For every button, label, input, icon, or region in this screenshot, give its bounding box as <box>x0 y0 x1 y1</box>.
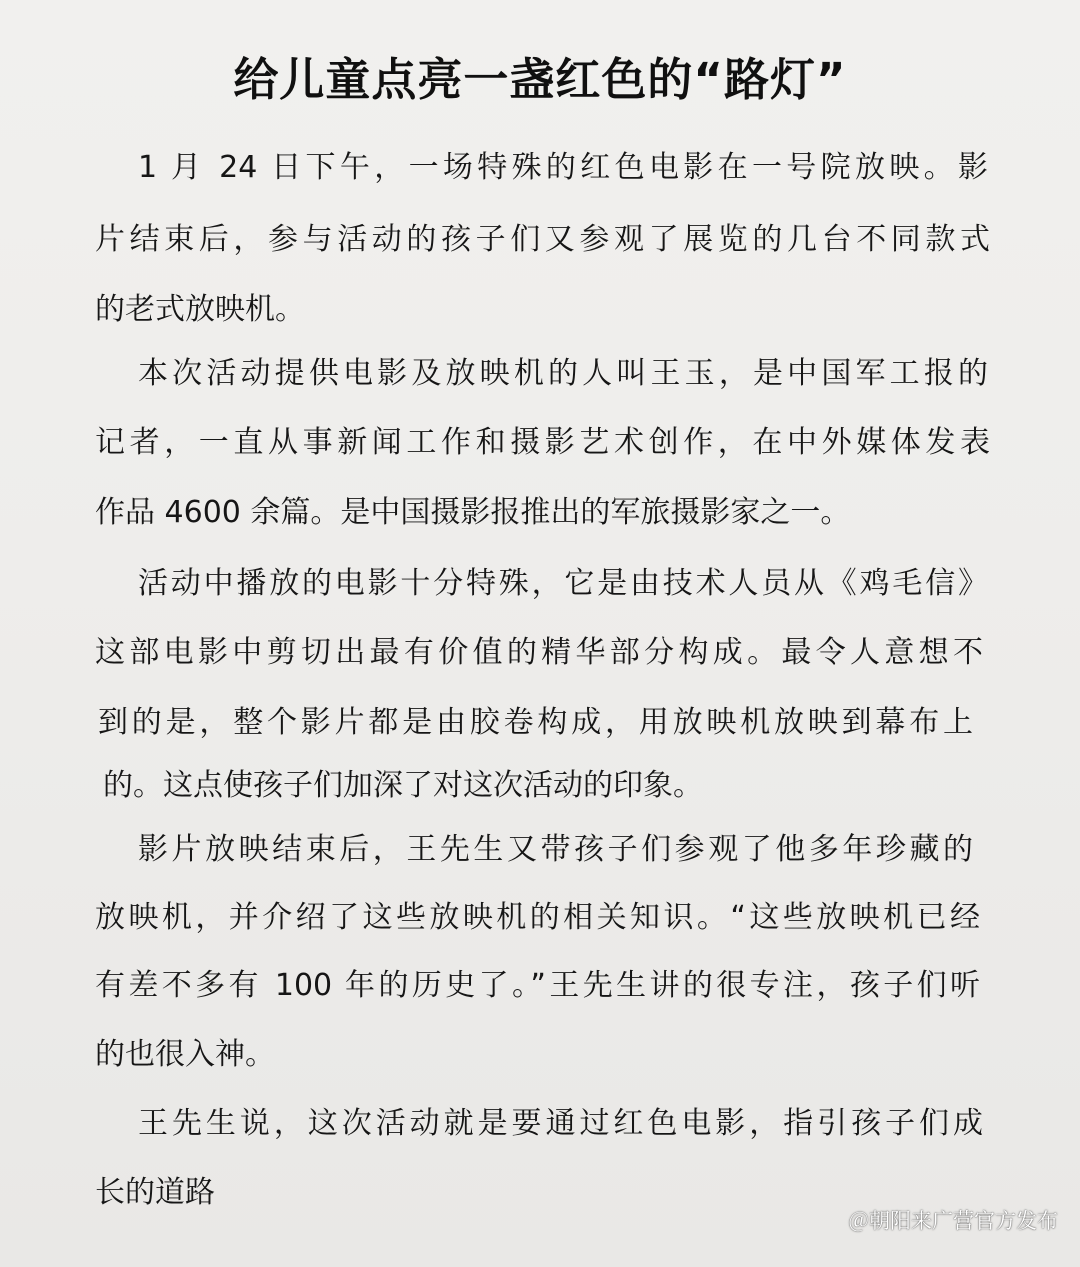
paragraph-1-line-3: 的老式放映机。 <box>95 292 305 327</box>
paragraph-2-line-3: 作品 4600 余篇。是中国摄影报推出的军旅摄影家之一。 <box>95 495 851 530</box>
paragraph-5-line-1: 王先生说，这次活动就是要通过红色电影，指引孩子们成 <box>138 1106 983 1141</box>
source-watermark: ＠朝阳来广营官方发布 <box>848 1209 1058 1233</box>
paragraph-4-line-4: 的也很入神。 <box>95 1037 275 1072</box>
paragraph-4-line-1: 影片放映结束后，王先生又带孩子们参观了他多年珍藏的 <box>138 832 973 867</box>
paragraph-4-line-2: 放映机，并介绍了这些放映机的相关知识。“这些放映机已经 <box>95 900 980 935</box>
article-title: 给儿童点亮一盏红色的“路灯” <box>233 53 847 106</box>
paragraph-3-line-4: 的。这点使孩子们加深了对这次活动的印象。 <box>103 768 703 803</box>
paragraph-1-line-1: 1 月 24 日下午，一场特殊的红色电影在一号院放映。影 <box>138 150 988 185</box>
paragraph-3-line-1: 活动中播放的电影十分特殊，它是由技术人员从《鸡毛信》 <box>138 566 988 601</box>
paragraph-1-line-2: 片结束后，参与活动的孩子们又参观了展览的几台不同款式 <box>95 222 990 257</box>
paragraph-3-line-3: 到的是，整个影片都是由胶卷构成，用放映机放映到幕布上 <box>98 705 973 740</box>
paragraph-3-line-2: 这部电影中剪切出最有价值的精华部分构成。最令人意想不 <box>95 635 983 670</box>
paragraph-2-line-2: 记者，一直从事新闻工作和摄影艺术创作，在中外媒体发表 <box>95 425 990 460</box>
paragraph-2-line-1: 本次活动提供电影及放映机的人叫王玉，是中国军工报的 <box>138 356 988 391</box>
paragraph-4-line-3: 有差不多有 100 年的历史了。”王先生讲的很专注，孩子们听 <box>95 968 980 1003</box>
paragraph-5-line-2: 长的道路 <box>95 1175 215 1210</box>
